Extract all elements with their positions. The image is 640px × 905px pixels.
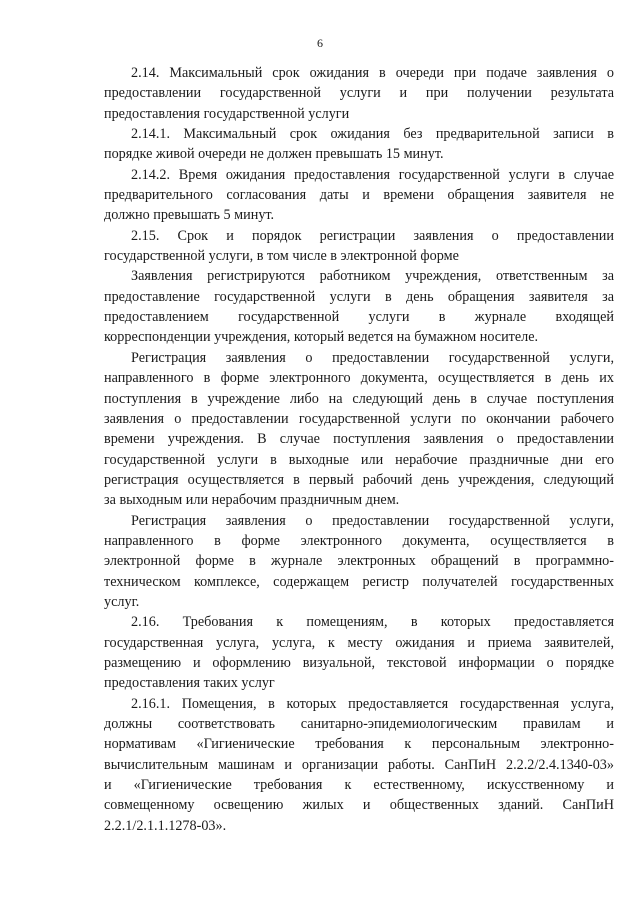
text-line: услуг. xyxy=(104,593,140,610)
paragraph-registration-1 xyxy=(104,266,614,347)
text-line: электронной форме в журнале электронных обращений в программно- xyxy=(104,553,614,570)
text-line: корреспонденции учреждения, который ведется на бумажном носителе. xyxy=(104,329,539,346)
text-line: 2.14. Максимальный срок ожидания в очереди при подаче заявления о xyxy=(131,65,614,81)
text-line: регистрация осуществляется в первый рабочий день учреждения, следующий xyxy=(104,471,614,488)
text-line: техническом комплексе, содержащем регистр получателей государственных xyxy=(104,573,614,590)
text-line: 2.2.1/2.1.1.1278-03». xyxy=(104,817,227,834)
text-line: Регистрация заявления о предоставлении государственной услуги, xyxy=(131,512,614,529)
text-line: совмещенному освещению жилых и общественных зданий. СанПиН xyxy=(104,797,614,814)
text-line: направленного в форме электронного документа, осуществляется в xyxy=(104,532,614,549)
text-line: предоставления таких услуг xyxy=(104,675,275,692)
paragraph-2-14 xyxy=(104,63,614,124)
text-line: предоставления государственной услуги xyxy=(104,105,350,122)
paragraph-registration-2 xyxy=(104,348,614,511)
text-line: 2.14.2. Время ожидания предоставления государственной услуги в случае xyxy=(131,166,614,183)
text-line: Заявления регистрируются работником учреждения, ответственным за xyxy=(131,268,614,285)
text-line: предоставление государственной услуги в день обращения заявителя за xyxy=(104,288,614,305)
text-line: и «Гигиенические требования к естественному, искусственному и xyxy=(104,777,614,794)
text-line: времени учреждения. В случае поступления заявления о предоставлении xyxy=(104,431,614,448)
paragraph-2-16-1 xyxy=(104,694,614,836)
text-line: должно превышать 5 минут. xyxy=(104,207,275,224)
text-line: нормативам «Гигиенические требования к персональным электронно- xyxy=(104,736,614,753)
paragraph-2-14-1 xyxy=(104,124,614,165)
text-line: 2.14.1. Максимальный срок ожидания без предварительной записи в xyxy=(131,126,614,143)
text-line: государственной услуги, в том числе в электронной форме xyxy=(104,248,459,265)
text-line: 2.16. Требования к помещениям, в которых предоставляется xyxy=(131,614,614,631)
text-line: поступления в учреждение либо на следующий день в случае поступления xyxy=(104,390,614,407)
text-line: предоставлением государственной услуги в журнале входящей xyxy=(104,309,614,326)
text-line: предварительного согласования даты и времени обращения заявителя не xyxy=(104,187,614,204)
paragraph-2-14-2 xyxy=(104,165,614,226)
text-line: государственная услуга, услуга, к месту ожидания и приема заявителей, xyxy=(104,634,614,651)
text-line: направленного в форме электронного документа, осуществляется в день их xyxy=(104,370,614,387)
text-line: предоставлении государственной услуги и при получении результата xyxy=(104,85,614,102)
page-number: 6 xyxy=(317,36,323,50)
text-line: заявления о предоставлении государственной услуги по окончании рабочего xyxy=(104,410,614,427)
document-body xyxy=(104,63,614,836)
text-line: 2.15. Срок и порядок регистрации заявления о предоставлении xyxy=(131,227,614,244)
text-line: должны соответствовать санитарно-эпидемиологическим правилам и xyxy=(104,716,614,732)
text-line: Регистрация заявления о предоставлении государственной услуги, xyxy=(131,349,614,366)
text-line: размещению и оформлению визуальной, текстовой информации о порядке xyxy=(104,654,614,671)
text-line: вычислительным машинам и организации работы. СанПиН 2.2.2/2.4.1340-03» xyxy=(104,756,614,773)
text-line: государственной услуги в выходные или нерабочие праздничные дни его xyxy=(104,451,614,468)
text-line: 2.16.1. Помещения, в которых предоставляется государственная услуга, xyxy=(131,695,614,712)
text-line: порядке живой очереди не должен превышать 15 минут. xyxy=(104,146,444,163)
paragraph-2-15 xyxy=(104,226,614,267)
paragraph-registration-3 xyxy=(104,511,614,613)
paragraph-2-16 xyxy=(104,612,614,693)
text-line: за выходным или нерабочим праздничным днем. xyxy=(104,492,400,509)
